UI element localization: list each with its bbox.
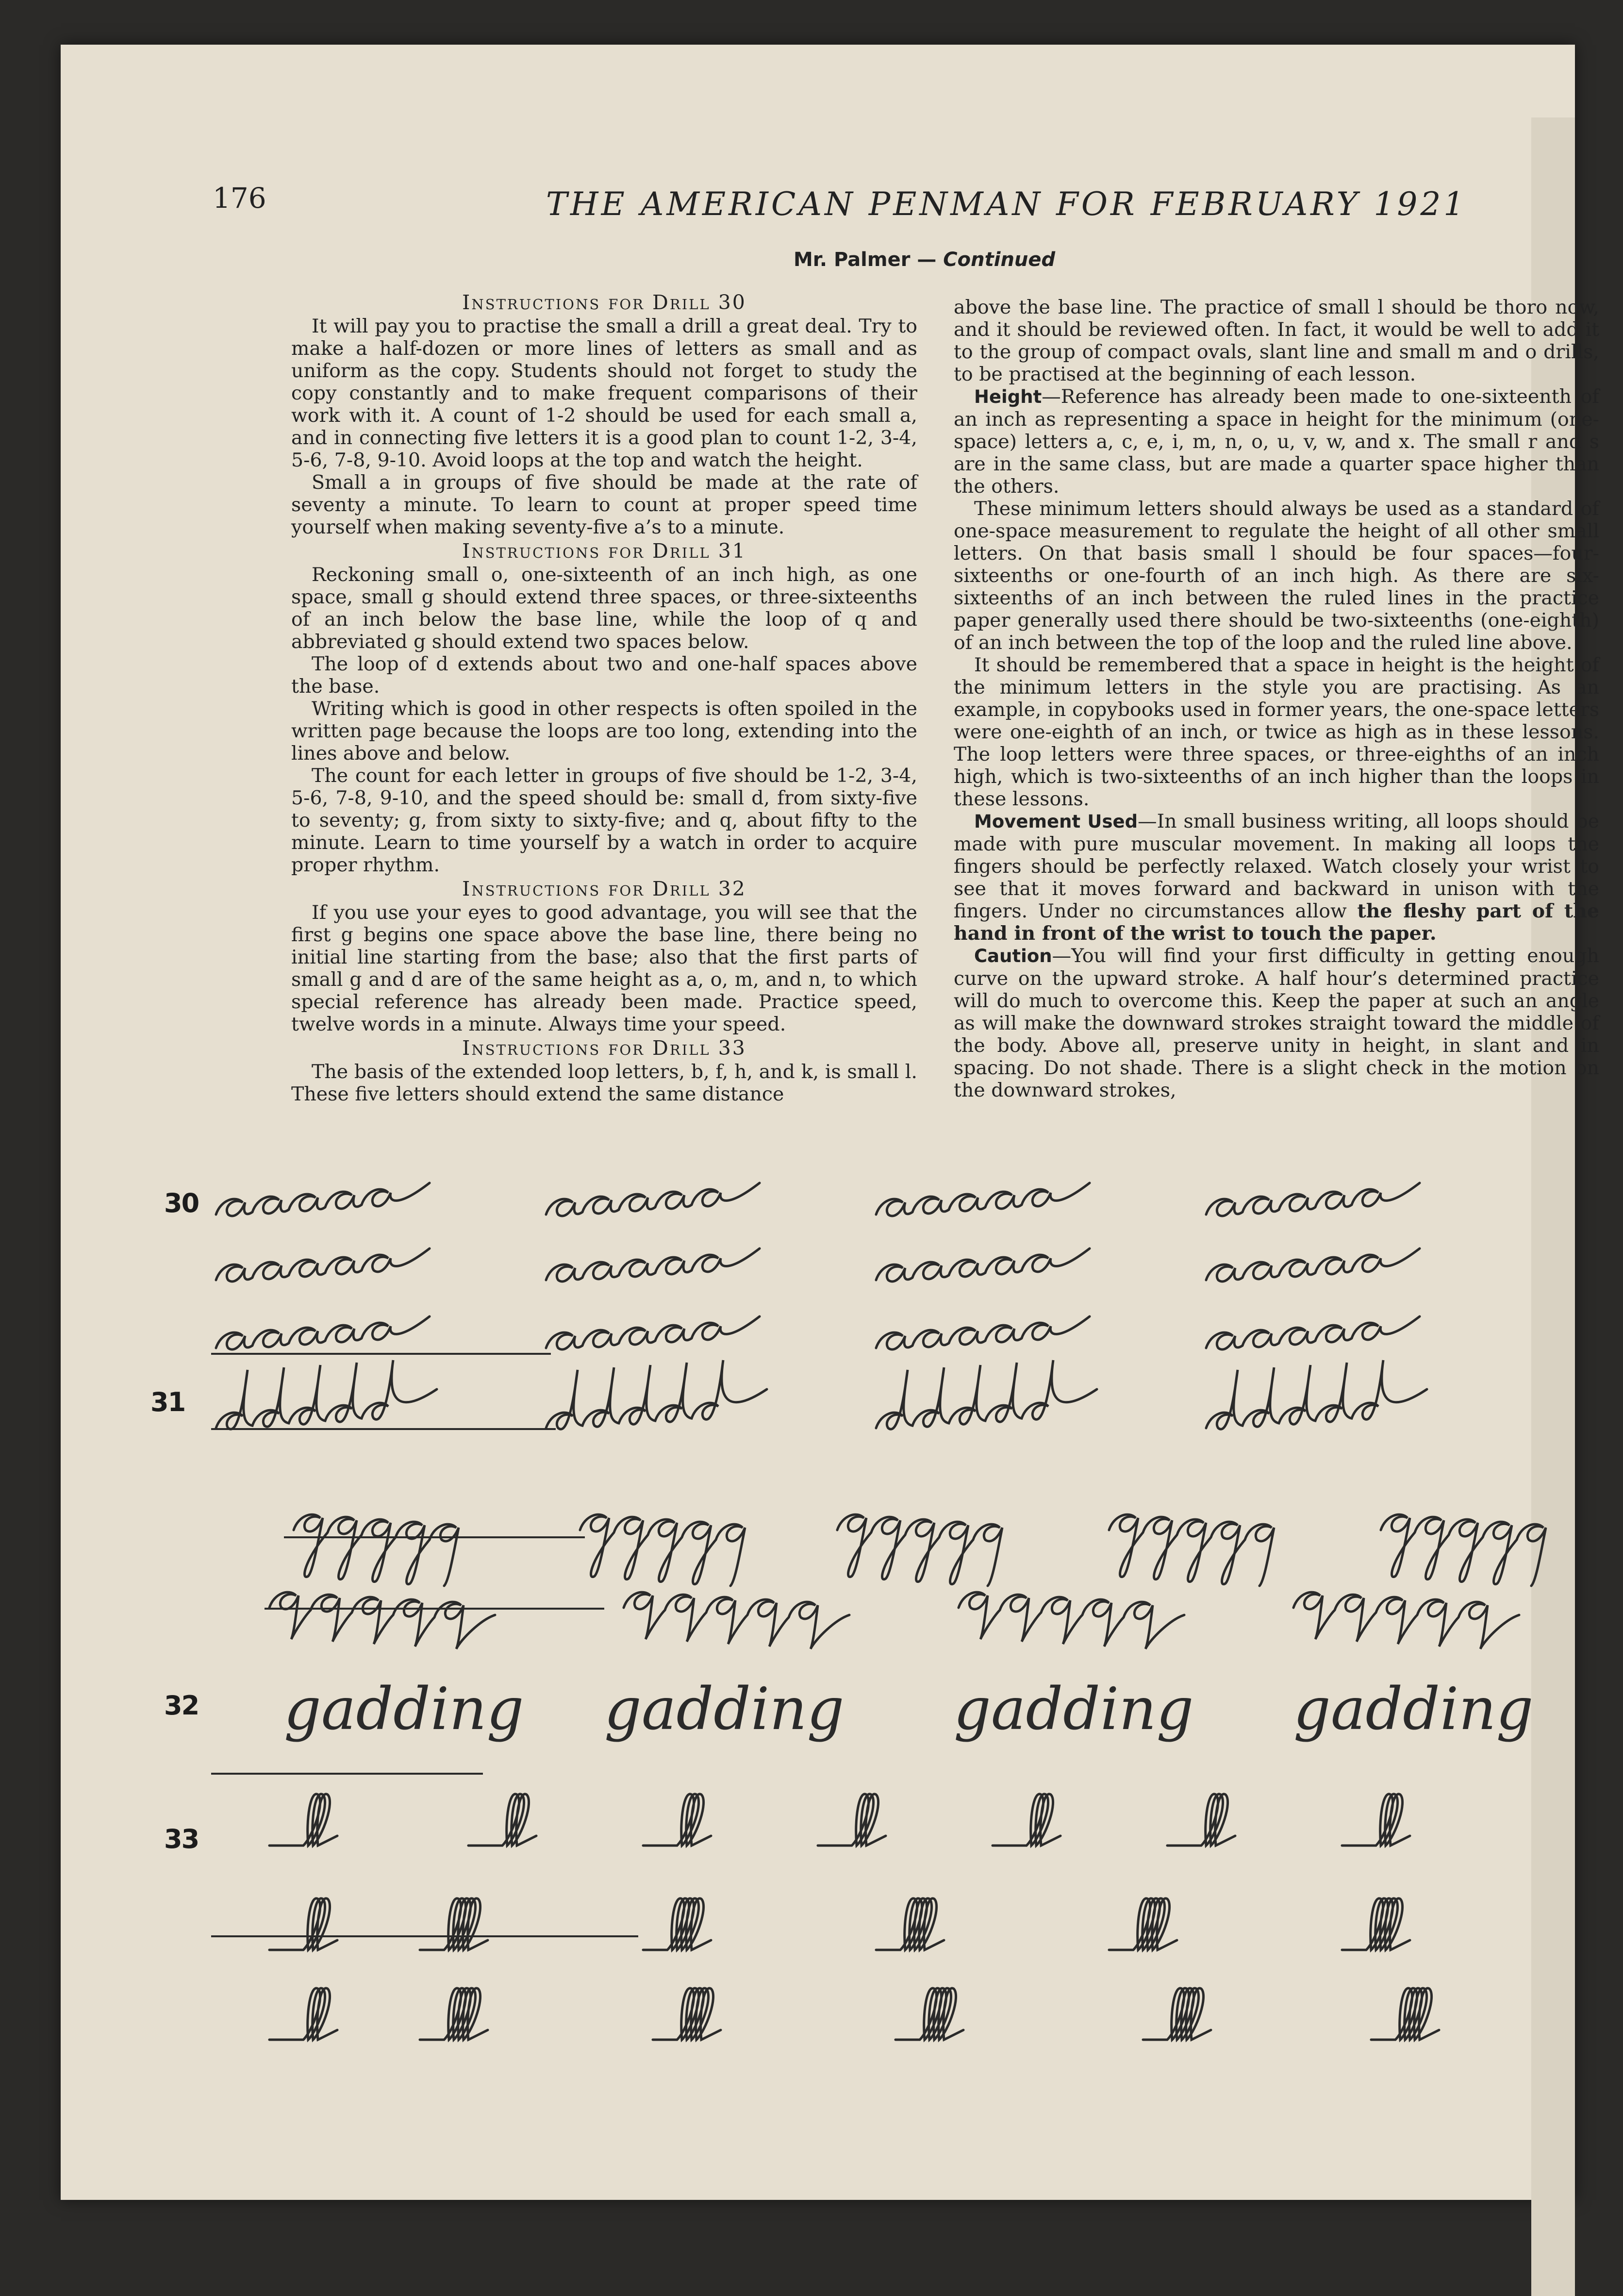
drill-33-guide-rule-1 [211,1773,483,1775]
drill-31-number: 31 [150,1387,185,1417]
drill-30-paragraph-2: Small a in groups of five should be made at the rate of seventy a minute. To learn to count at proper speed time yourself when making seventy-five a’s to a minute. [291,471,917,538]
caution-text: —You will find your first difficulty in getting enough curve on the upward stroke. A half hour’s determined practice will do much to overcome this. Keep the paper at such an angle as will make the downward strokes straight toward the middle of the body. Above all, preserve unity in height, in slant and in spacing. Do not shade. There is a slight check in the motion on the downward strokes, [954,945,1599,1101]
right-paragraph-1: above the base line. The practice of small l should be thoro now, and it should be reviewed often. In fact, it would be well to add it to the group of compact ovals, slant line and small m and o drills, to be practised at the beginning of each lesson. [954,296,1599,385]
author-line [794,249,1055,271]
drill-33-number: 33 [164,1824,199,1854]
movement-paragraph [954,810,1599,945]
right-paragraph-3: These minimum letters should always be used as a standard of one-space measurement to regulate the height of all other small letters. On that basis small l should be four spaces—four-sixteenths or one-fourth of an inch high. As there are six-sixteenths of an inch between the ruled lines in the practice paper generally used there should be two-sixteenths (one-eighth) of an inch between the top of the loop and the ruled line above. [954,498,1599,654]
drill-33-heading: Instructions for Drill 33 [462,1036,746,1060]
right-paragraph-4: It should be remembered that a space in height is the height of the minimum letters in the style you are practising. As an example, in copybooks used in former years, the one-space letters were one-eighth of an inch, or twice as high as in these lessons. The loop letters were three spaces, or three-eighths of an inch high, which is two-sixteenths of an inch higher than the loops in these lessons. [954,654,1599,810]
drill-33-small-l-rows [206,1782,1575,2054]
drill-31-small-d-row [206,1360,1565,1443]
drill-30-heading: Instructions for Drill 30 [462,291,746,314]
page-number: 176 [213,182,266,215]
caution-paragraph [954,945,1599,1101]
gadding-word-4: gadding [1293,1676,1534,1743]
drill-32-gadding-row [206,1676,1575,1773]
caution-run-in: Caution [974,946,1052,966]
drill-32-paragraph-1: If you use your eyes to good advantage, you will see that the first g begins one space above the base line, there being no initial line starting from the base; also that the first parts of small g and d are of the same height as a, o, m, and n, to which special reference has already been made. Practice speed, twelve words in a minute. Always time your speed. [291,901,917,1035]
drill-31-small-g-row [206,1501,1565,1583]
magazine-page [61,45,1600,2200]
drill-30-number: 30 [164,1188,199,1218]
drill-33-paragraph-1: The basis of the extended loop letters, b, f, h, and k, is small l. These five letters should extend the same distance [291,1061,917,1105]
drill-31-paragraph-4: The count for each letter in groups of five should be 1-2, 3-4, 5-6, 7-8, 9-10, and the speed should be: small d, from sixty-five to seventy; g, from sixty to sixty-five; and q, about fifty to the minute. Learn to time yourself by a watch in order to acquire proper rhythm. [291,765,917,876]
height-run-in: Height [974,386,1042,407]
height-text: —Reference has already been made to one-sixteenth of an inch as representing a space in height for the minimum (one-space) letters a, c, e, i, m, n, o, u, v, w, and x. The small r and s are in the same class, but are made a quarter space higher than the others. [954,385,1599,498]
movement-text: —In small business writing, all loops should be made with pure muscular movement. In making all loops the fingers should be perfectly relaxed. Watch closely your wrist to see that it moves forward and backward in unison with the fingers. Under no circumstances allow [954,810,1600,922]
continued-label: Continued [943,249,1056,271]
drill-31-paragraph-2: The loop of d extends about two and one-half spaces above the base. [291,653,917,698]
drill-30-paragraph-1: It will pay you to practise the small a drill a great deal. Try to make a half-dozen or more lines of letters as small and as uniform as the copy. Students should not forget to study the copy constantly and to make frequent comparisons of their work with it. A count of 1-2 should be used for each small a, and in connecting five letters it is a good plan to count 1-2, 3-4, 5-6, 7-8, 9-10. Avoid loops at the top and watch the height. [291,315,917,471]
movement-bold-text: the fleshy part of the hand in front of the wrist to touch the paper. [954,900,1599,945]
author-dash: — [910,249,944,271]
gadding-word-3: gadding [954,1676,1194,1743]
movement-run-in: Movement Used [974,811,1138,832]
running-head: THE AMERICAN PENMAN FOR FEBRUARY 1921 [546,185,1467,223]
drill-31-small-q-row [206,1579,1565,1651]
author-name: Mr. Palmer [794,249,911,271]
drill-31-paragraph-1: Reckoning small o, one-sixteenth of an inch high, as one space, small g should extend three spaces, or three-sixteenths of an inch below the base line, while the loop of q and abbreviated g should extend two spaces below. [291,564,917,653]
drill-31-paragraph-3: Writing which is good in other respects is often spoiled in the written page because the loops are too long, extending into the lines above and below. [291,698,917,765]
drill-32-heading: Instructions for Drill 32 [462,877,746,900]
left-column [291,290,917,1105]
drill-30-small-a-rows [206,1176,1565,1380]
height-paragraph [954,385,1599,498]
drill-32-number: 32 [164,1690,199,1721]
gadding-word-2: gadding [604,1676,845,1743]
drill-31-heading: Instructions for Drill 31 [462,539,746,563]
right-column [954,296,1599,1101]
gadding-word-1: gadding [284,1676,524,1743]
